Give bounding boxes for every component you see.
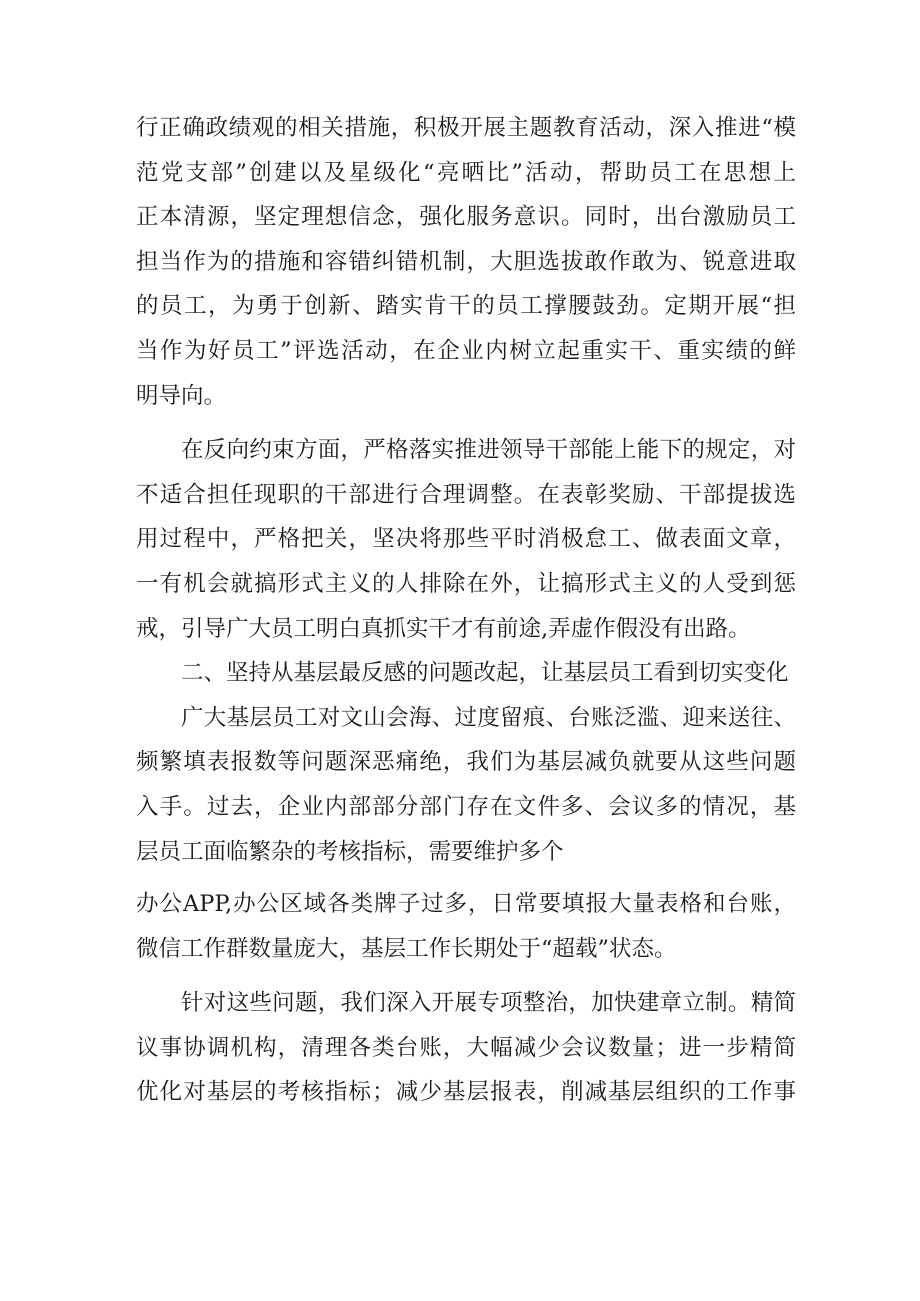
text-line: 优化对基层的考核指标；减少基层报表，削减基层组织的工作事 — [136, 1079, 796, 1106]
text-line: 当作为好员工”评选活动，在企业内树立起重实干、重实绩的鲜 — [136, 337, 796, 364]
text-line: 针对这些问题，我们深入开展专项整治，加快建章立制。精简 — [181, 990, 796, 1017]
text-line: 正本清源，坚定理想信念，强化服务意识。同时，出台激励员工 — [136, 204, 796, 231]
text-line: 在反向约束方面，严格落实推进领导干部能上能下的规定，对 — [181, 437, 796, 464]
text-line: 明导向。 — [136, 382, 227, 409]
text-line: 用过程中，严格把关，坚决将那些平时消极怠工、做表面文章， — [136, 526, 796, 553]
section-heading: 二、坚持从基层最反感的问题改起，让基层员工看到切实变化 — [181, 660, 789, 687]
text-line: 担当作为的措施和容错纠错机制，大胆选拔敢作敢为、锐意进取 — [136, 248, 796, 275]
text-line: 微信工作群数量庞大，基层工作长期处于“超载”状态。 — [136, 935, 677, 962]
text-line: 广大基层员工对文山会海、过度留痕、台账泛滥、迎来送往、 — [181, 704, 796, 731]
text-line: 议事协调机构，清理各类台账，大幅减少会议数量；进一步精简 — [136, 1034, 796, 1061]
text-line: 范党支部”创建以及星级化“亮晒比”活动，帮助员工在思想上 — [136, 159, 796, 186]
text-line: 一有机会就搞形式主义的人排除在外，让搞形式主义的人受到惩 — [136, 570, 796, 597]
text-line: 的员工，为勇于创新、踏实肯干的员工撑腰鼓劲。定期开展“担 — [136, 293, 796, 320]
text-line: 戒，引导广大员工明白真抓实干才有前途,弄虚作假没有出路。 — [136, 615, 751, 642]
body-text — [136, 106, 796, 1115]
text-line: 办公APP,办公区域各类牌子过多，日常要填报大量表格和台账， — [136, 891, 796, 918]
text-line: 不适合担任现职的干部进行合理调整。在表彰奖励、干部提拔选 — [136, 481, 796, 508]
text-line: 层员工面临繁杂的考核指标，需要维护多个 — [136, 838, 564, 865]
text-line: 入手。过去，企业内部部分部门存在文件多、会议多的情况，基 — [136, 793, 796, 820]
text-line: 频繁填表报数等问题深恶痛绝，我们为基层减负就要从这些问题 — [136, 749, 796, 776]
text-line: 行正确政绩观的相关措施，积极开展主题教育活动，深入推进“模 — [136, 115, 796, 141]
